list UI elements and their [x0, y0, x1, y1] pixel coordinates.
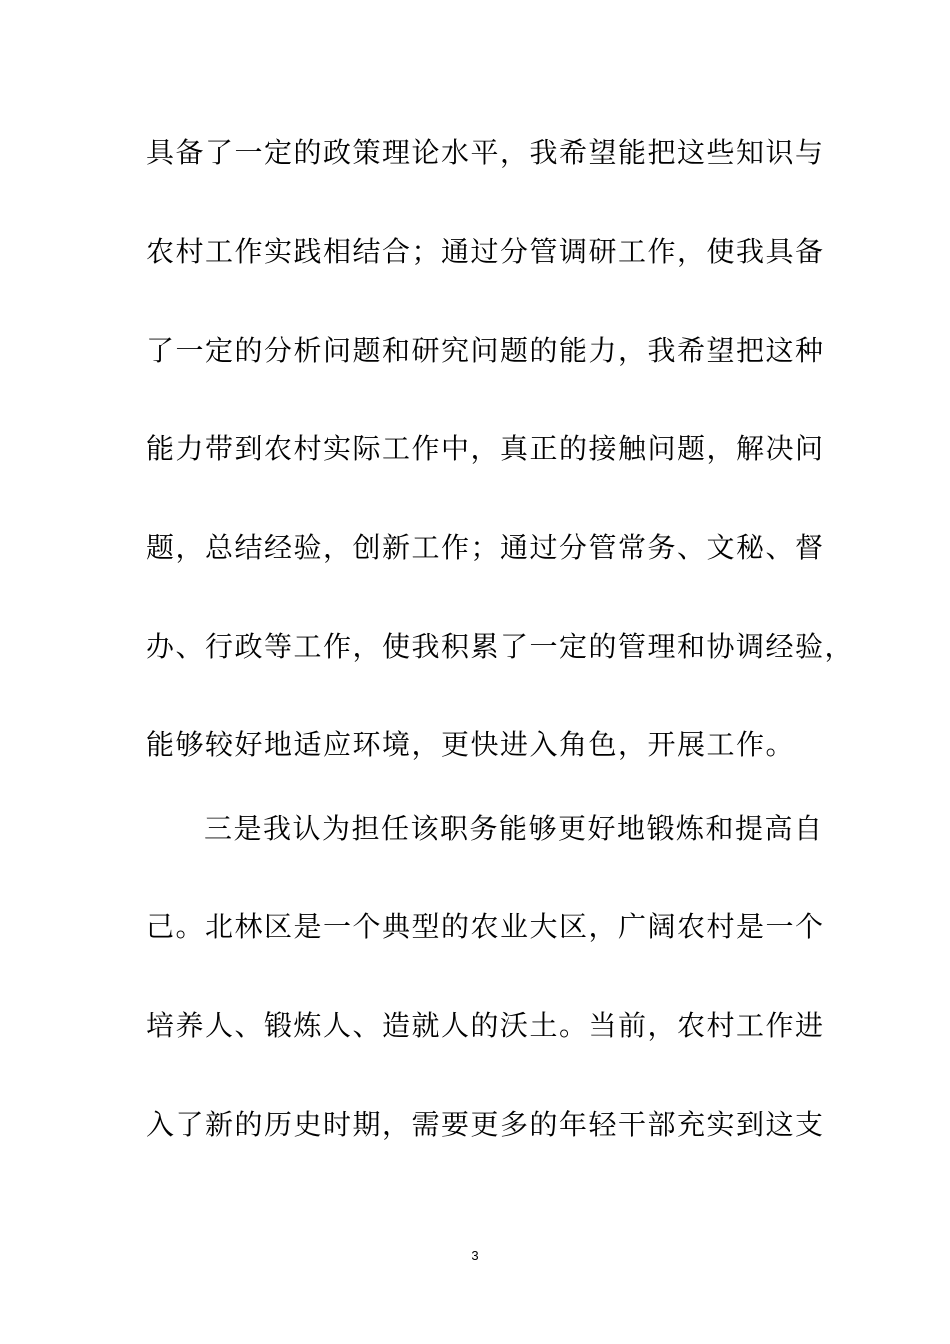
- body-text-line: 了一定的分析问题和研究问题的能力，我希望把这种: [146, 334, 825, 367]
- body-text-line: 己。北林区是一个典型的农业大区，广阔农村是一个: [146, 910, 825, 943]
- body-text-line: 办、行政等工作，使我积累了一定的管理和协调经验，: [146, 630, 855, 663]
- page-number: 3: [471, 1248, 479, 1263]
- body-text-line: 入了新的历史时期，需要更多的年轻干部充实到这支: [146, 1108, 825, 1141]
- body-text-line: 具备了一定的政策理论水平，我希望能把这些知识与: [146, 136, 825, 169]
- body-text-line: 能够较好地适应环境，更快进入角色，开展工作。: [146, 728, 796, 761]
- body-text-line: 培养人、锻炼人、造就人的沃土。当前，农村工作进: [146, 1009, 825, 1042]
- body-text-line: 农村工作实践相结合；通过分管调研工作，使我具备: [146, 235, 825, 268]
- body-text-line: 能力带到农村实际工作中，真正的接触问题，解决问: [146, 432, 825, 465]
- body-text-line: 题，总结经验，创新工作；通过分管常务、文秘、督: [146, 531, 825, 564]
- paragraph-first-line: 三是我认为担任该职务能够更好地锻炼和提高自: [204, 812, 824, 845]
